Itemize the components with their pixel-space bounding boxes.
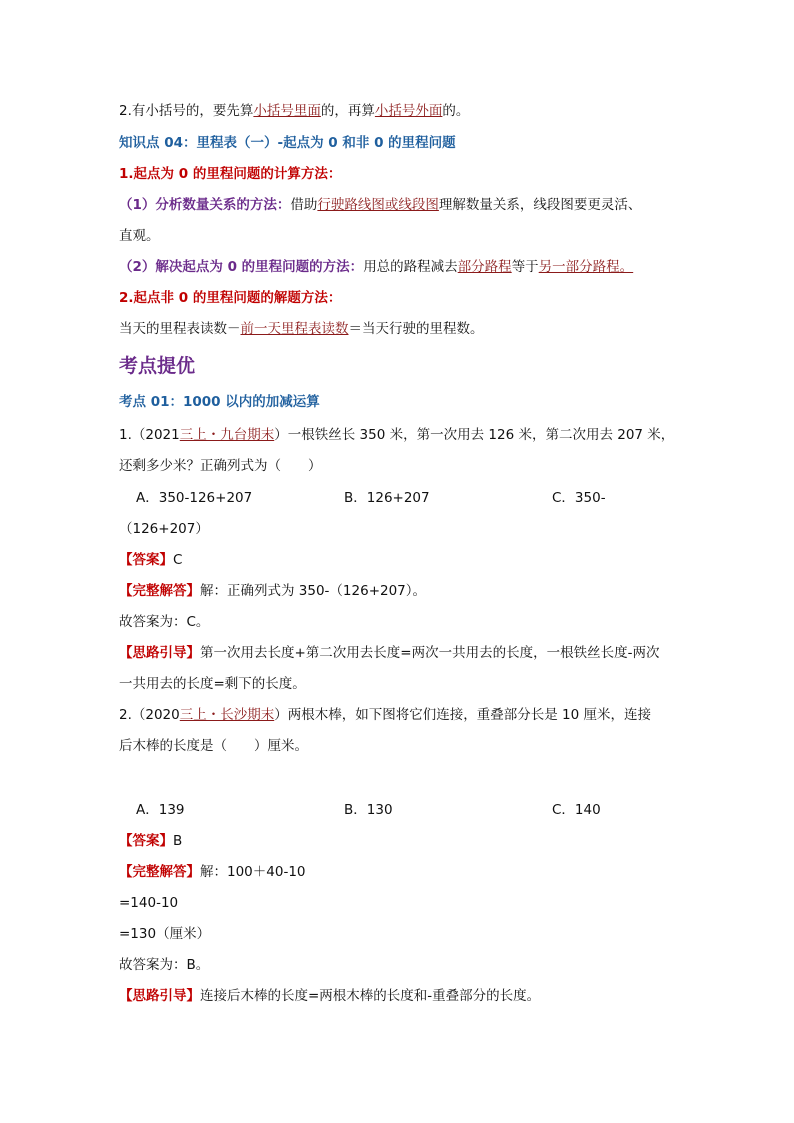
- q2-solution: [119, 863, 306, 881]
- hint-tag: 【思路引导】: [119, 645, 200, 661]
- step-label: （1）分析数量关系的方法：: [119, 197, 291, 213]
- q2-option-c[interactable]: C．140: [552, 802, 601, 818]
- underline-text: 另一部分路程。: [538, 259, 634, 275]
- question-2-line-1: [119, 706, 651, 724]
- text: ）一根铁丝长 350 米，第一次用去 126 米，第二次用去 207 米，: [274, 427, 675, 443]
- answer-tag: 【答案】: [119, 833, 173, 849]
- underline-inner: 小括号里面: [253, 103, 321, 119]
- question-2-line-2: 后木棒的长度是（ ）厘米。: [119, 738, 308, 754]
- q1-option-b[interactable]: B．126+207: [344, 490, 430, 506]
- text: 1.（2021: [119, 427, 180, 443]
- text: 理解数量关系，线段图要更灵活、: [438, 197, 642, 213]
- underline-text: 前一天里程表读数: [240, 321, 349, 337]
- hint-text: 连接后木棒的长度=两根木棒的长度和-重叠部分的长度。: [200, 988, 541, 1004]
- text: 用总的路程减去: [363, 259, 458, 275]
- q2-option-a[interactable]: A．139: [136, 802, 185, 818]
- method-1-step-1: [119, 196, 641, 214]
- underline-text: 行驶路线图或线段图: [317, 197, 439, 213]
- q1-hint-2: 一共用去的长度=剩下的长度。: [119, 676, 306, 692]
- solution-tag: 【完整解答】: [119, 583, 200, 599]
- answer-value: B: [173, 833, 183, 849]
- q2-solution-2: =140-10: [119, 895, 179, 911]
- solution-text: 解：正确列式为 350-（126+207）。: [200, 583, 427, 599]
- q1-option-c[interactable]: C．350-: [552, 490, 606, 506]
- answer-value: C: [173, 552, 183, 568]
- q1-solution-2: 故答案为：C。: [119, 614, 210, 630]
- underline-text: 部分路程: [457, 259, 512, 275]
- knowledge-point-04-heading: 知识点 04：里程表（一）-起点为 0 和非 0 的里程问题: [119, 135, 456, 151]
- source-underline: 三上・长沙期末: [179, 707, 275, 723]
- text: 当天的里程表读数－: [119, 321, 241, 337]
- q2-answer: [119, 832, 182, 850]
- rule-2-line: [119, 102, 469, 120]
- q2-solution-4: 故答案为：B。: [119, 957, 210, 973]
- rule-2-text: 2.有小括号的，要先算: [119, 103, 254, 119]
- q1-option-a[interactable]: A．350-126+207: [136, 490, 253, 506]
- underline-outer: 小括号外面: [374, 103, 443, 119]
- step-label: （2）解决起点为 0 的里程问题的方法：: [119, 259, 364, 275]
- rule-2-text: 的，再算: [320, 103, 375, 119]
- text: 等于: [511, 259, 539, 275]
- solution-tag: 【完整解答】: [119, 864, 200, 880]
- source-underline: 三上・九台期末: [179, 427, 275, 443]
- rule-2-text: 的。: [442, 103, 470, 119]
- hint-text: 第一次用去长度+第二次用去长度=两次一共用去的长度，一根铁丝长度-两次: [200, 645, 660, 661]
- hint-tag: 【思路引导】: [119, 988, 200, 1004]
- method-2-formula: [119, 320, 484, 338]
- q2-hint: [119, 987, 540, 1005]
- answer-tag: 【答案】: [119, 552, 173, 568]
- q1-option-c-cont: （126+207）: [119, 521, 209, 537]
- q2-option-b[interactable]: B．130: [344, 802, 393, 818]
- section-heading: 考点提优: [119, 355, 196, 377]
- question-1-line-2: 还剩多少米？正确列式为（ ）: [119, 458, 322, 474]
- q2-solution-3: =130（厘米）: [119, 926, 211, 942]
- q1-answer: [119, 551, 182, 569]
- text: ）两根木棒，如下图将它们连接，重叠部分长是 10 厘米，连接: [274, 707, 652, 723]
- exam-point-01-heading: 考点 01：1000 以内的加减运算: [119, 394, 320, 410]
- q1-solution: [119, 582, 426, 600]
- solution-text: 解：100＋40-10: [200, 864, 306, 880]
- method-1-step-1-cont: 直观。: [119, 228, 160, 244]
- text: 2.（2020: [119, 707, 180, 723]
- method-1-step-2: [119, 258, 633, 276]
- method-2-heading: 2.起点非 0 的里程问题的解题方法：: [119, 290, 342, 306]
- question-1-line-1: [119, 426, 674, 444]
- text: 借助: [290, 197, 318, 213]
- text: ＝当天行驶的里程数。: [348, 321, 484, 337]
- q1-hint: [119, 644, 660, 662]
- method-1-heading: 1.起点为 0 的里程问题的计算方法：: [119, 166, 342, 182]
